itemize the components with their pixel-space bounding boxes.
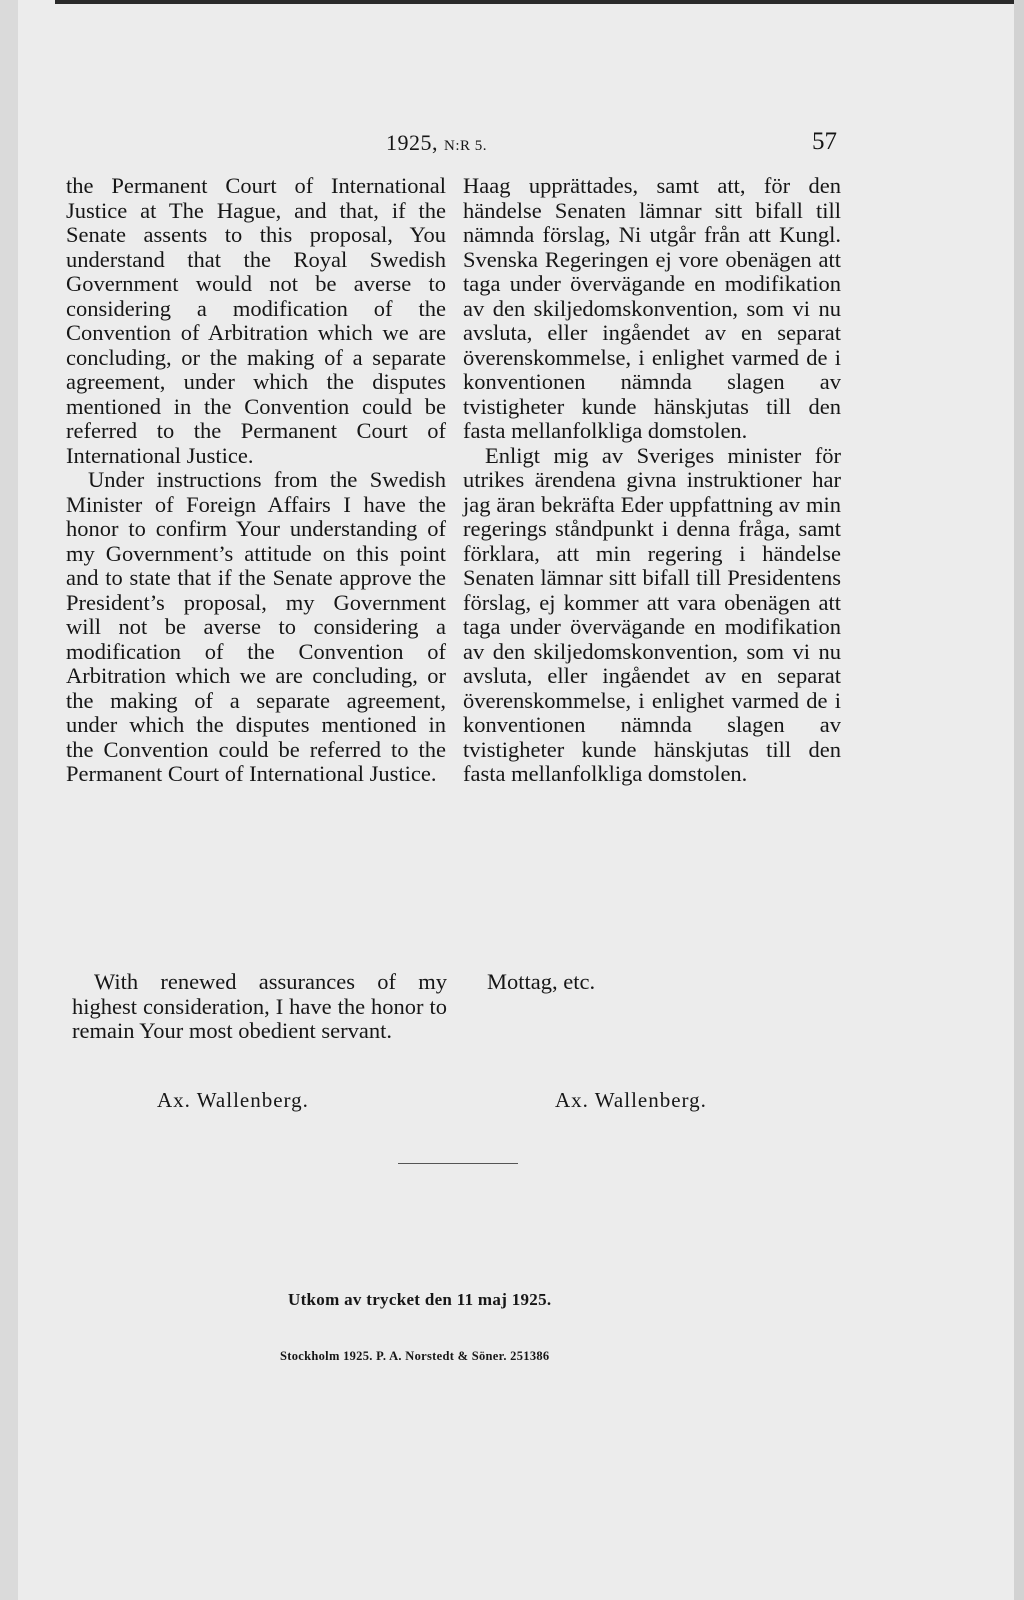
scan-edge-top [55, 0, 1024, 4]
scan-edge-right [1014, 0, 1024, 1600]
english-paragraph-2: Under instructions from the Swedish Minister of Foreign Affairs I have the honor to confirm Your understanding of my Government’s attitude on this point and to state that if the Senate approve the President’s proposal, my Government will not be averse to considering a modification of the Convention of Arbitration which we are concluding, or the making of a separate agreement, under which the disputes mentioned in the Convention could be referred to the Permanent Court of International Justice. [66, 467, 446, 786]
swedish-closing: Mottag, etc. [487, 969, 596, 994]
printer-imprint: Stockholm 1925. P. A. Norstedt & Söner. 251386 [280, 1349, 550, 1363]
english-closing: With renewed assurances of my highest consideration, I have the honor to remain Your most obedient servant. [72, 969, 447, 1043]
publication-note: Utkom av trycket den 11 maj 1925. [288, 1290, 552, 1309]
swedish-column [463, 174, 841, 787]
swedish-paragraph-2: Enligt mig av Sveriges minister för utrikes ärendena givna instruktioner har jag äran bekräfta Eder uppfattning av min regerings ståndpunkt i denna fråga, samt förklara, att min regering i händelse Senaten lämnar sitt bifall till Presidentens förslag, ej kommer att vara obenägen att taga under övervägande en modifikation av den skiljedomskonvention, som vi nu avsluta, eller ingåendet av en separat överenskommelse, i enlighet varmed de i konventionen nämnda slagen av tvistigheter kunde hänskjutas till den fasta mellanfolkliga domstolen. [463, 442, 841, 786]
english-signature: Ax. Wallenberg. [157, 1088, 309, 1112]
swedish-paragraph-1: Haag upprättades, samt att, för den händelse Senaten lämnar sitt bifall till nämnda förslag, Ni utgår från att Kungl. Svenska Regeringen ej vore obenägen att taga under övervägande en modifikation av den skiljedomskonvention, som vi nu avsluta, eller ingåendet av en separat överenskommelse, i enlighet varmed de i konventionen nämnda slagen av tvistigheter kunde hänskjutas till den fasta mellanfolkliga domstolen. [463, 173, 841, 443]
section-divider [398, 1163, 518, 1164]
header-year: 1925, [386, 130, 438, 155]
english-paragraph-1: the Permanent Court of International Justice at The Hague, and that, if the Senate assents to this proposal, You understand that the Royal Swedish Government would not be averse to considering a modification of the Convention of Arbitration which we are concluding, or the making of a separate agreement, under which the disputes mentioned in the Convention could be referred to the Permanent Court of International Justice. [66, 173, 446, 468]
running-head [386, 130, 487, 156]
english-column [66, 174, 446, 787]
scan-edge-left [0, 0, 18, 1600]
swedish-signature: Ax. Wallenberg. [555, 1088, 707, 1112]
header-issue: N:R 5. [444, 138, 488, 154]
page-number: 57 [812, 128, 837, 155]
